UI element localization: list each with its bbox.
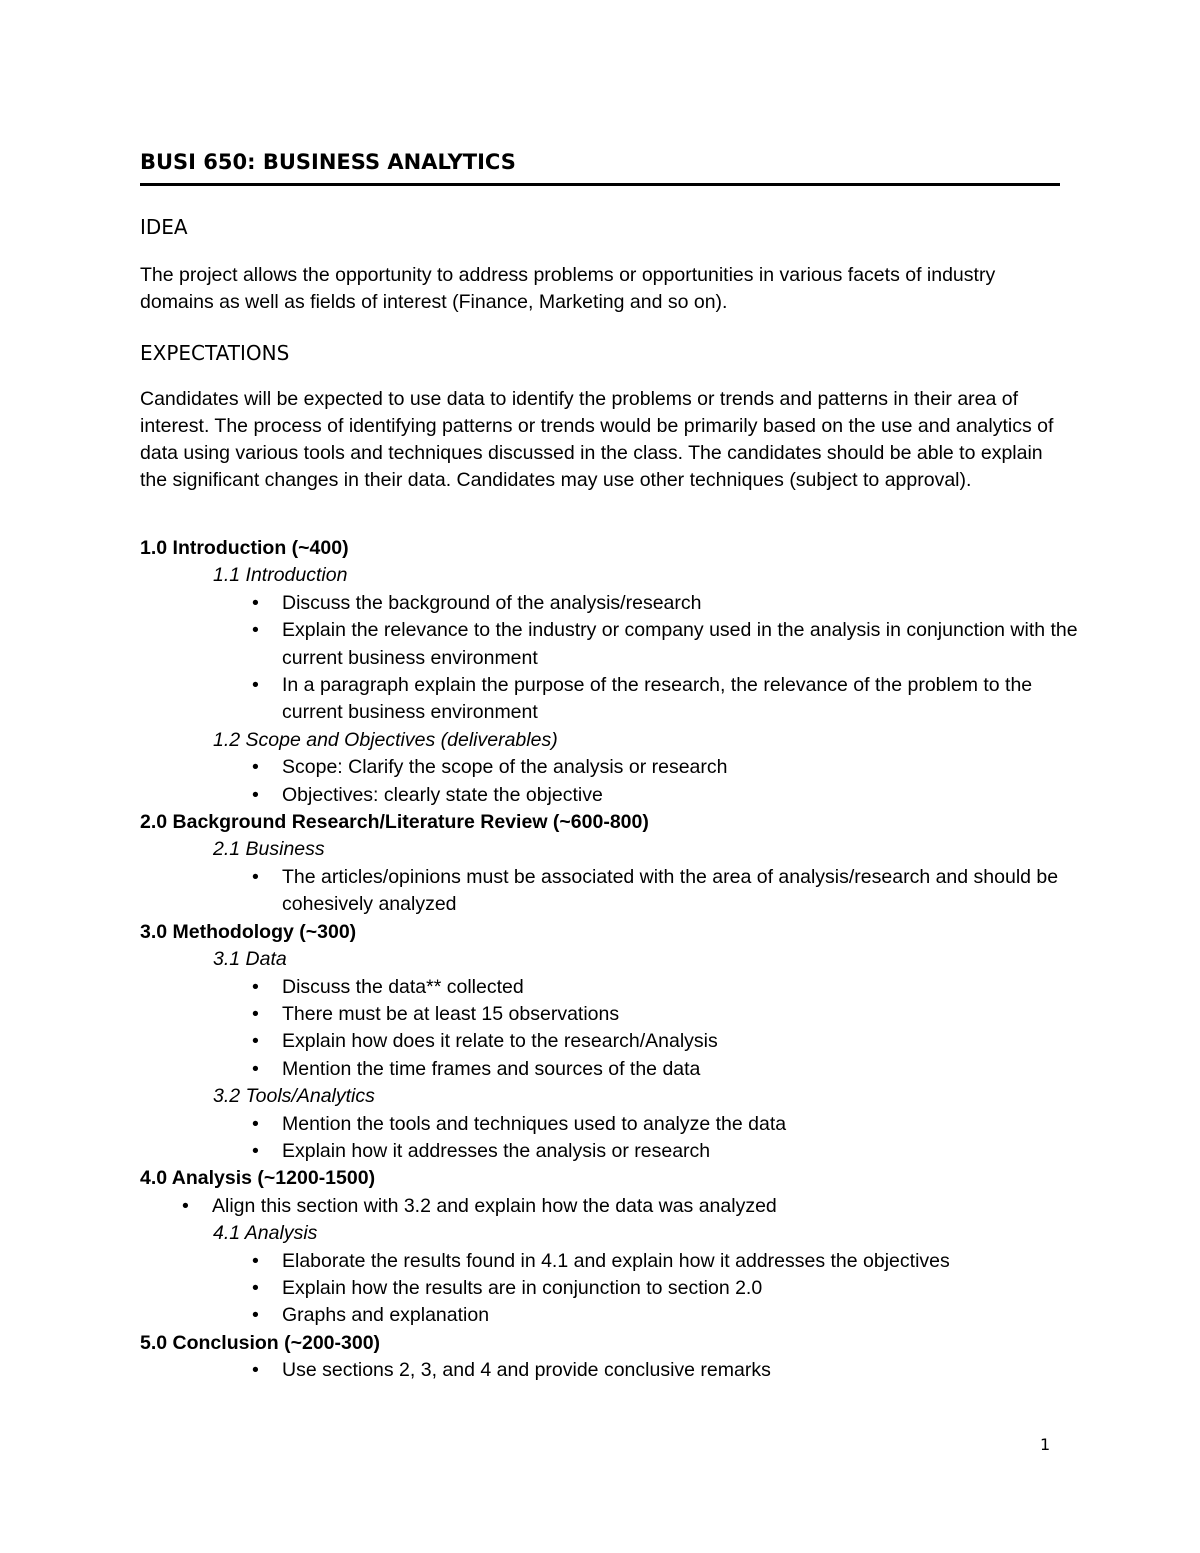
subsection-heading-analysis: 4.1 Analysis xyxy=(213,1222,318,1245)
list-item: • Objectives: clearly state the objective xyxy=(140,782,1080,809)
list-item: • Explain how does it relate to the research/Analysis xyxy=(140,1028,1080,1055)
expectations-paragraph: Candidates will be expected to use data to identify the problems or trends and patterns in their area of interest. The process of identifying patterns or trends would be primarily based on the use and analytics of data using various tools and techniques discussed in the class. The candidates should be able to explain the significant changes in their data. Candidates may use other techniques (subject to approval). xyxy=(140,388,1054,491)
list-item: • Use sections 2, 3, and 4 and provide conclusive remarks xyxy=(140,1357,1080,1384)
subsection-heading-tools: 3.2 Tools/Analytics xyxy=(213,1085,375,1108)
title-divider xyxy=(140,183,1060,186)
list-item: • Mention the tools and techniques used to analyze the data xyxy=(140,1111,1080,1138)
list-item: • Align this section with 3.2 and explain how the data was analyzed xyxy=(140,1193,1080,1220)
list-item: • Graphs and explanation xyxy=(140,1302,1080,1329)
section-heading-analysis: 4.0 Analysis (~1200-1500) xyxy=(140,1167,376,1190)
list-item: • Scope: Clarify the scope of the analysis or research xyxy=(140,754,1080,781)
list-item: • Elaborate the results found in 4.1 and explain how it addresses the objectives xyxy=(140,1248,1080,1275)
list-item: • The articles/opinions must be associated with the area of analysis/research and should be cohesively analyzed xyxy=(140,864,1080,919)
idea-heading: IDEA xyxy=(140,215,188,239)
list-item: • There must be at least 15 observations xyxy=(140,1001,1080,1028)
section-heading-methodology: 3.0 Methodology (~300) xyxy=(140,920,357,943)
list-item: • Mention the time frames and sources of the data xyxy=(140,1056,1080,1083)
list-item: • Explain the relevance to the industry or company used in the analysis in conjunction with the current business environment xyxy=(140,617,1080,672)
list-item: • Explain how it addresses the analysis or research xyxy=(140,1138,1080,1165)
list-item: • Discuss the background of the analysis/research xyxy=(140,590,1080,617)
subsection-heading-scope: 1.2 Scope and Objectives (deliverables) xyxy=(213,728,558,751)
subsection-heading-introduction: 1.1 Introduction xyxy=(213,564,348,587)
section-heading-background: 2.0 Background Research/Literature Review (~600-800) xyxy=(140,811,649,834)
subsection-heading-business: 2.1 Business xyxy=(213,838,325,861)
section-heading-introduction: 1.0 Introduction (~400) xyxy=(140,537,349,559)
list-item: • Discuss the data** collected xyxy=(140,974,1080,1001)
idea-paragraph: The project allows the opportunity to address problems or opportunities in various facets of industry domains as well as fields of interest (Finance, Marketing and so on). xyxy=(140,264,996,313)
page-number: 1 xyxy=(1040,1435,1051,1454)
section-heading-conclusion: 5.0 Conclusion (~200-300) xyxy=(140,1331,381,1354)
subsection-heading-data: 3.1 Data xyxy=(213,948,287,971)
list-item: • Explain how the results are in conjunction to section 2.0 xyxy=(140,1275,1080,1302)
report-outline xyxy=(140,535,1080,1385)
expectations-heading: EXPECTATIONS xyxy=(140,341,290,365)
list-item: • In a paragraph explain the purpose of the research, the relevance of the problem to the current business environment xyxy=(140,672,1080,727)
document-title: BUSI 650: BUSINESS ANALYTICS xyxy=(140,150,516,174)
